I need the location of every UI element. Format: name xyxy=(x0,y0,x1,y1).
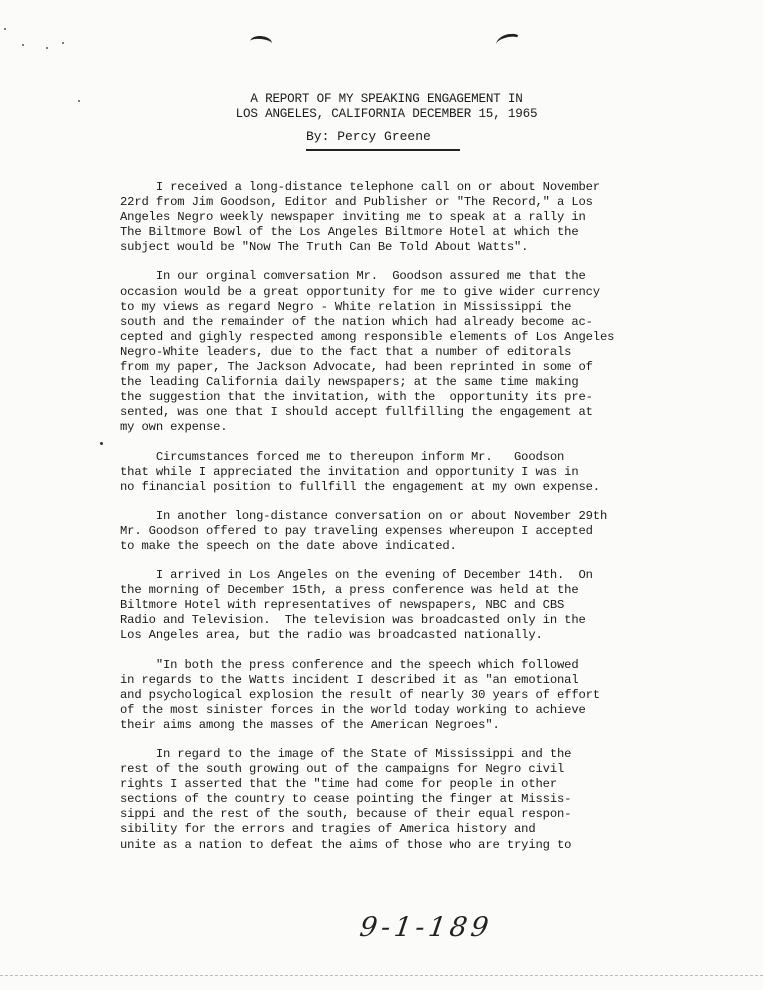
paragraph xyxy=(120,568,740,643)
text-line: "In both the press conference and the speech which followed xyxy=(120,657,579,672)
text-line: south and the remainder of the nation which had already become ac- xyxy=(120,314,593,329)
text-line: the leading California daily newspapers; at the same time making xyxy=(120,375,579,390)
paragraph xyxy=(120,269,740,435)
paragraph xyxy=(120,658,740,733)
text-line: In our orginal comversation Mr. Goodson assured me that the xyxy=(120,269,586,284)
text-line: in regards to the Watts incident I described it as "an emotional xyxy=(120,672,579,687)
text-line: sibility for the errors and tragies of America history and xyxy=(120,822,536,837)
text-line: to make the speech on the date above indicated. xyxy=(120,538,457,553)
pen-stroke-mark xyxy=(249,35,272,50)
author-byline: By: Percy Greene xyxy=(306,129,431,144)
text-line: In another long-distance conversation on or about November 29th xyxy=(120,508,608,523)
text-line: Circumstances forced me to thereupon inform Mr. Goodson xyxy=(120,449,565,464)
text-line: Mr. Goodson offered to pay traveling expenses whereupon I accepted xyxy=(120,523,593,538)
text-line: no financial position to fullfill the engagement at my own expense. xyxy=(120,479,600,494)
text-line: my own expense. xyxy=(120,420,228,435)
text-line: In regard to the image of the State of Mississippi and the xyxy=(120,747,572,761)
handwritten-file-number: 9-1-189 xyxy=(357,912,495,943)
text-line: of the most sinister forces in the world today working to achieve xyxy=(120,702,586,717)
text-line: Biltmore Hotel with representatives of newspapers, NBC and CBS xyxy=(120,598,565,613)
text-line: occasion would be a great opportunity for me to give wider currency xyxy=(120,284,600,299)
text-line: that while I appreciated the invitation and opportunity I was in xyxy=(120,464,579,479)
text-line: subject would be "Now The Truth Can Be Told About Watts". xyxy=(120,240,529,255)
text-line: Los Angeles area, but the radio was broadcasted nationally. xyxy=(120,628,543,643)
text-line: rights I asserted that the "time had come for people in other xyxy=(120,777,557,792)
text-line: the suggestion that the invitation, with the opportunity its pre- xyxy=(120,390,593,405)
scan-speck xyxy=(4,28,6,30)
text-line: I received a long-distance telephone call on or about November xyxy=(120,180,600,194)
text-line: from my paper, The Jackson Advocate, had been reprinted in some of xyxy=(120,360,593,375)
text-line: unite as a nation to defeat the aims of those who are trying to xyxy=(120,837,572,852)
document-body xyxy=(120,180,740,867)
paragraph xyxy=(120,509,740,554)
text-line: sippi and the rest of the south, because of their equal respon- xyxy=(120,807,572,822)
text-line: the morning of December 15th, a press conference was held at the xyxy=(120,583,579,598)
page-bottom-edge xyxy=(0,975,763,976)
text-line: Radio and Television. The television was broadcasted only in the xyxy=(120,613,586,628)
text-line: Negro-White leaders, due to the fact that a number of editorals xyxy=(120,344,572,359)
text-line: sented, was one that I should accept fullfilling the engagement at xyxy=(120,405,593,420)
text-line: rest of the south growing out of the campaigns for Negro civil xyxy=(120,762,565,777)
title-line: A REPORT OF MY SPEAKING ENGAGEMENT IN xyxy=(250,92,523,106)
document-title xyxy=(0,92,763,122)
paragraph xyxy=(120,747,740,853)
text-line: and psychological explosion the result of nearly 30 years of effort xyxy=(120,687,600,702)
scan-speck xyxy=(22,44,24,46)
byline-underline xyxy=(306,149,460,151)
scan-speck xyxy=(46,47,48,49)
text-line: 22rd from Jim Goodson, Editor and Publisher or "The Record," a Los xyxy=(120,195,593,210)
pen-stroke-mark xyxy=(496,33,521,50)
text-line: cepted and gighly respected among responsible elements of Los Angeles xyxy=(120,329,615,344)
text-line: to my views as regard Negro - White relation in Mississippi the xyxy=(120,299,572,314)
scan-speck xyxy=(62,42,64,44)
text-line: The Biltmore Bowl of the Los Angeles Biltmore Hotel at which the xyxy=(120,225,579,240)
text-line: their aims among the masses of the American Negroes". xyxy=(120,717,500,732)
paragraph xyxy=(120,180,740,255)
text-line: sections of the country to cease pointing the finger at Missis- xyxy=(120,792,572,807)
text-line: I arrived in Los Angeles on the evening of December 14th. On xyxy=(120,568,593,583)
title-line: LOS ANGELES, CALIFORNIA DECEMBER 15, 1965 xyxy=(235,107,538,121)
paragraph xyxy=(120,450,740,495)
text-line: Angeles Negro weekly newspaper inviting me to speak at a rally in xyxy=(120,210,586,225)
margin-mark xyxy=(100,442,103,445)
